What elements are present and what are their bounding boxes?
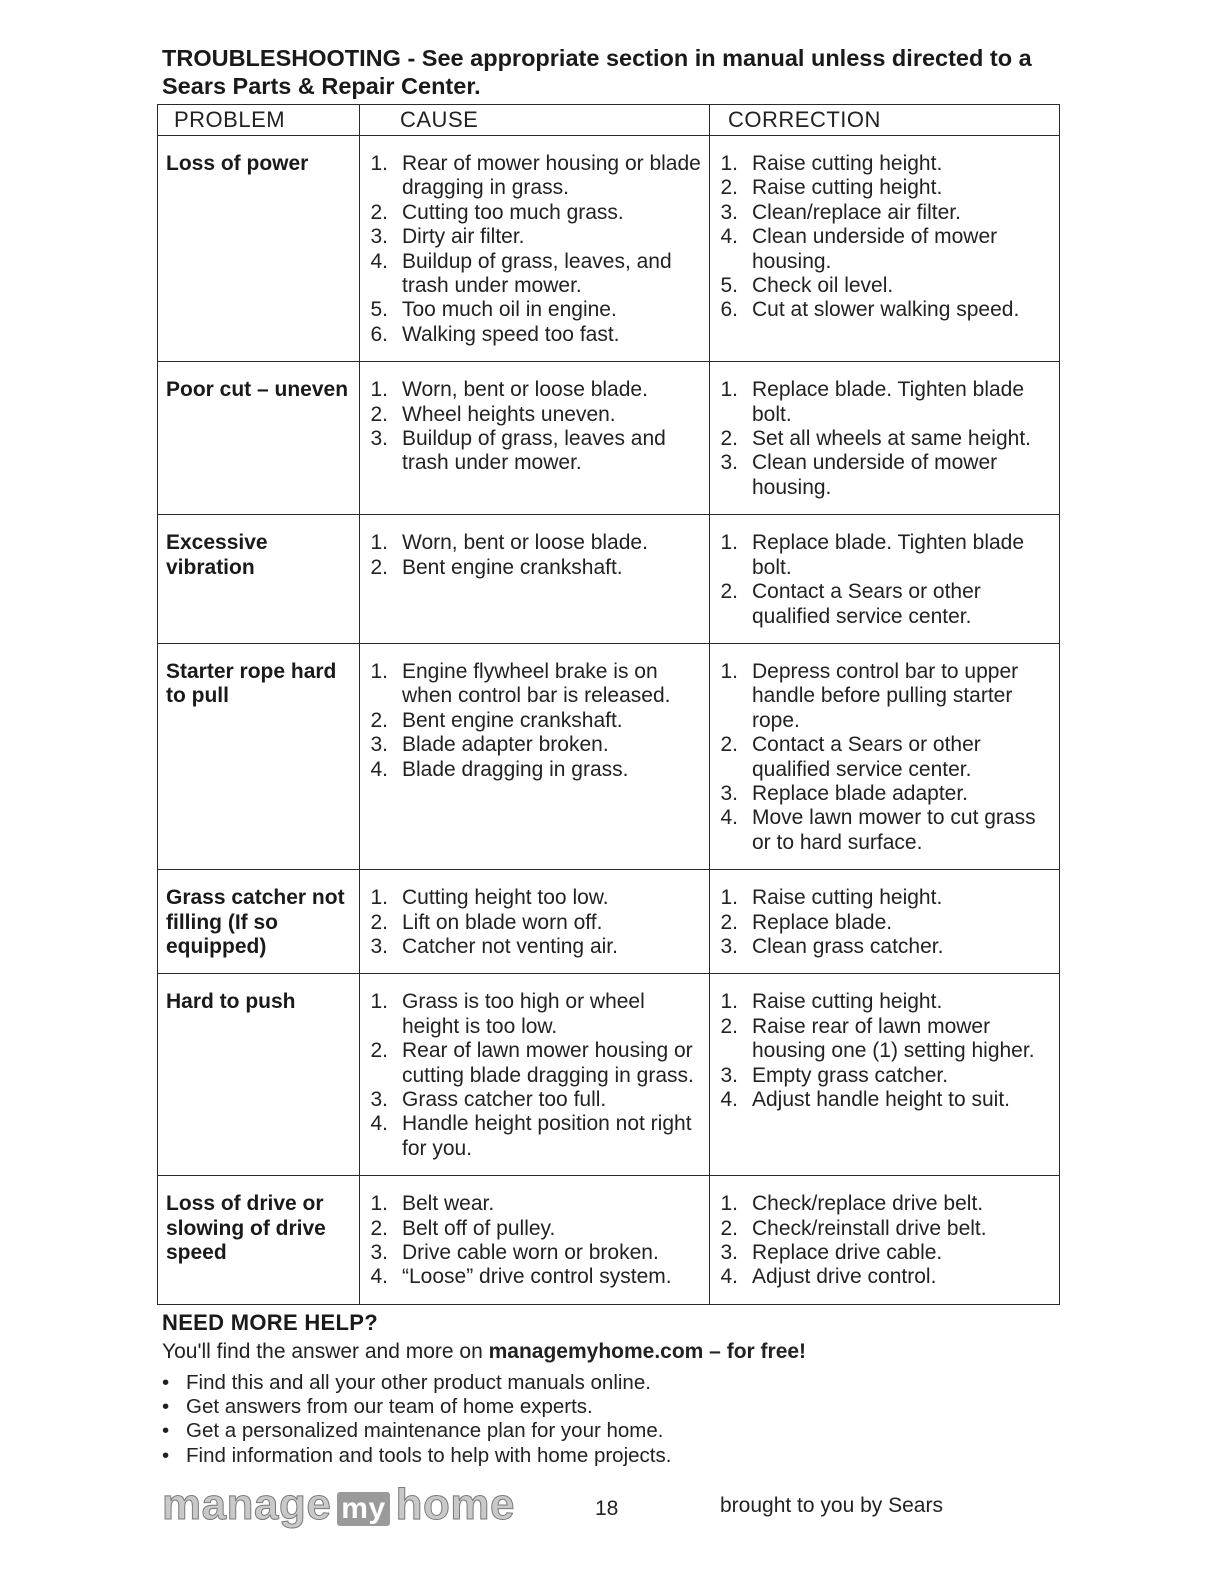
item-number: 2. — [370, 708, 388, 732]
correction-list — [718, 531, 1051, 629]
list-item — [718, 806, 1051, 855]
list-item — [368, 935, 701, 959]
list-item — [368, 403, 701, 427]
item-text: Lift on blade worn off. — [402, 910, 603, 934]
list-item — [368, 1217, 701, 1241]
logo-my-badge: my — [337, 1492, 389, 1526]
list-item — [368, 886, 701, 910]
list-item — [162, 1444, 671, 1468]
item-text: Dirty air filter. — [402, 225, 525, 249]
cause-list — [368, 152, 701, 347]
item-number: 3. — [370, 1088, 388, 1111]
page-title: TROUBLESHOOTING - See appropriate section in manual unless directed to a Sears Parts & Repair Center. — [162, 45, 1032, 99]
item-number: 2. — [370, 402, 388, 426]
cause-list — [368, 1192, 701, 1290]
list-item — [368, 1039, 701, 1088]
item-number: 4. — [720, 806, 738, 830]
correction-list — [718, 990, 1051, 1112]
correction-list — [718, 378, 1051, 500]
list-item — [368, 152, 701, 201]
cause-cell — [360, 974, 710, 1176]
item-number: 1. — [370, 1192, 388, 1216]
list-item — [718, 531, 1051, 580]
bullet-icon: • — [162, 1371, 170, 1394]
item-number: 3. — [720, 934, 738, 958]
table-body — [158, 136, 1060, 1305]
item-number: 3. — [370, 225, 388, 249]
cause-cell — [360, 643, 710, 869]
item-text: Buildup of grass, leaves and trash under mower. — [402, 427, 666, 475]
table-row — [158, 1176, 1060, 1305]
item-number: 4. — [720, 1265, 738, 1289]
list-item — [718, 201, 1051, 225]
list-item — [368, 323, 701, 347]
item-number: 2. — [720, 580, 738, 604]
list-item — [718, 911, 1051, 935]
item-text: Cutting too much grass. — [402, 200, 624, 224]
troubleshooting-table — [157, 104, 1060, 1305]
correction-list — [718, 1192, 1051, 1290]
item-text: Check oil level. — [752, 274, 894, 298]
bullet-text: Get answers from our team of home experts. — [186, 1395, 593, 1419]
item-number: 2. — [720, 910, 738, 934]
item-number: 2. — [720, 733, 738, 757]
problem-cell: Poor cut – uneven — [158, 362, 360, 515]
item-number: 2. — [720, 1216, 738, 1240]
list-item — [718, 1241, 1051, 1265]
footer-tagline: brought to you by Sears — [720, 1494, 943, 1517]
item-text: Belt wear. — [402, 1192, 495, 1216]
item-number: 1. — [720, 886, 738, 910]
item-text: Grass catcher too full. — [402, 1088, 607, 1111]
cause-cell — [360, 1176, 710, 1305]
item-number: 4. — [370, 1265, 388, 1289]
list-item — [718, 1088, 1051, 1112]
item-text: Bent engine crankshaft. — [402, 708, 623, 732]
table-row — [158, 643, 1060, 869]
list-item — [162, 1371, 671, 1395]
item-text: Set all wheels at same height. — [752, 427, 1031, 451]
item-number: 3. — [370, 427, 388, 451]
column-header-cause: CAUSE — [360, 105, 710, 136]
item-text: Clean grass catcher. — [752, 934, 944, 958]
bullet-icon: • — [162, 1395, 170, 1419]
list-item — [718, 225, 1051, 274]
item-text: Adjust drive control. — [752, 1265, 937, 1289]
correction-cell — [710, 1176, 1060, 1305]
item-text: Worn, bent or loose blade. — [402, 378, 648, 402]
item-number: 1. — [720, 152, 738, 175]
bullet-icon: • — [162, 1443, 170, 1467]
help-heading: NEED MORE HELP? — [162, 1310, 378, 1335]
correction-cell — [710, 136, 1060, 362]
item-number: 6. — [720, 298, 738, 322]
item-text: Contact a Sears or other qualified service center. — [752, 580, 981, 628]
help-bullet-list — [162, 1371, 671, 1468]
item-text: Depress control bar to upper handle before pulling starter rope. — [752, 659, 1019, 732]
item-number: 2. — [720, 427, 738, 451]
item-text: Buildup of grass, leaves, and trash under mower. — [402, 249, 672, 298]
item-number: 1. — [720, 531, 738, 555]
managemyhome-logo — [162, 1476, 515, 1534]
bullet-text: Get a personalized maintenance plan for your home. — [186, 1419, 664, 1443]
logo-home-text: home — [395, 1480, 516, 1529]
help-site-link[interactable]: managemyhome.com – for free! — [488, 1340, 807, 1363]
item-number: 3. — [720, 200, 738, 224]
item-text: Adjust handle height to suit. — [752, 1088, 1011, 1111]
list-item — [368, 990, 701, 1039]
table-row — [158, 362, 1060, 515]
item-number: 1. — [370, 990, 388, 1014]
list-item — [368, 201, 701, 225]
bullet-text: Find this and all your other product manuals online. — [186, 1371, 651, 1394]
item-text: Cut at slower walking speed. — [752, 298, 1020, 322]
list-item — [368, 911, 701, 935]
item-number: 2. — [370, 1039, 388, 1063]
cause-list — [368, 990, 701, 1161]
problem-cell: Starter rope hard to pull — [158, 643, 360, 869]
cause-cell — [360, 870, 710, 974]
correction-cell — [710, 515, 1060, 644]
item-number: 4. — [370, 757, 388, 781]
correction-cell — [710, 362, 1060, 515]
correction-list — [718, 152, 1051, 323]
problem-cell: Loss of power — [158, 136, 360, 362]
item-text: Worn, bent or loose blade. — [402, 531, 648, 555]
page-number: 18 — [595, 1497, 619, 1520]
list-item — [718, 274, 1051, 298]
item-number: 3. — [370, 934, 388, 958]
item-number: 4. — [720, 1088, 738, 1111]
item-text: Replace blade adapter. — [752, 781, 968, 805]
list-item — [162, 1395, 671, 1419]
item-text: Engine flywheel brake is on when control bar is released. — [402, 659, 671, 708]
list-item — [718, 660, 1051, 733]
list-item — [718, 580, 1051, 629]
item-text: Handle height position not right for you. — [402, 1112, 692, 1160]
problem-cell: Excessive vibration — [158, 515, 360, 644]
correction-list — [718, 660, 1051, 855]
item-number: 1. — [370, 659, 388, 683]
item-number: 2. — [370, 1216, 388, 1240]
help-intro — [162, 1340, 806, 1364]
list-item — [718, 782, 1051, 806]
item-text: Wheel heights uneven. — [402, 402, 616, 426]
item-text: Raise rear of lawn mower housing one (1) setting higher. — [752, 1014, 1035, 1063]
list-item — [368, 1192, 701, 1216]
item-number: 3. — [370, 1241, 388, 1265]
correction-list — [718, 886, 1051, 959]
problem-cell: Loss of drive or slowing of drive speed — [158, 1176, 360, 1305]
list-item — [718, 990, 1051, 1014]
item-text: Raise cutting height. — [752, 152, 943, 175]
item-number: 3. — [720, 781, 738, 805]
list-item — [368, 660, 701, 709]
item-number: 2. — [370, 555, 388, 579]
item-text: Raise cutting height. — [752, 886, 943, 910]
item-text: Blade dragging in grass. — [402, 757, 629, 781]
item-text: Rear of mower housing or blade dragging in grass. — [402, 152, 701, 200]
item-text: Replace blade. Tighten blade bolt. — [752, 531, 1025, 579]
item-number: 1. — [720, 659, 738, 683]
list-item — [718, 378, 1051, 427]
list-item — [718, 427, 1051, 451]
cause-list — [368, 531, 701, 580]
problem-cell: Grass catcher not filling (If so equipped) — [158, 870, 360, 974]
correction-cell — [710, 974, 1060, 1176]
list-item — [718, 1217, 1051, 1241]
list-item — [368, 298, 701, 322]
list-item — [368, 1088, 701, 1112]
item-text: Walking speed too fast. — [402, 322, 620, 346]
item-number: 2. — [720, 1014, 738, 1038]
item-number: 1. — [370, 152, 388, 175]
list-item — [718, 1064, 1051, 1088]
item-text: Clean/replace air filter. — [752, 200, 961, 224]
problem-cell: Hard to push — [158, 974, 360, 1176]
list-item — [368, 531, 701, 555]
logo-manage-text: manage — [162, 1480, 332, 1529]
item-text: Contact a Sears or other qualified service center. — [752, 733, 981, 781]
list-item — [718, 298, 1051, 322]
item-text: Catcher not venting air. — [402, 934, 618, 958]
list-item — [368, 225, 701, 249]
item-text: Cutting height too low. — [402, 886, 609, 910]
item-text: “Loose” drive control system. — [402, 1265, 672, 1289]
item-text: Raise cutting height. — [752, 176, 943, 200]
item-text: Replace blade. — [752, 910, 893, 934]
item-text: Blade adapter broken. — [402, 733, 609, 757]
item-number: 5. — [720, 274, 738, 298]
list-item — [718, 451, 1051, 500]
table-header-row — [158, 105, 1060, 136]
list-item — [718, 733, 1051, 782]
column-header-correction: CORRECTION — [710, 105, 1060, 136]
item-number: 3. — [720, 1241, 738, 1265]
item-text: Move lawn mower to cut grass or to hard surface. — [752, 806, 1036, 854]
list-item — [718, 152, 1051, 176]
item-number: 1. — [720, 990, 738, 1014]
item-text: Check/replace drive belt. — [752, 1192, 984, 1216]
item-number: 2. — [370, 200, 388, 224]
item-text: Clean underside of mower housing. — [752, 451, 998, 499]
item-text: Bent engine crankshaft. — [402, 555, 623, 579]
item-number: 1. — [370, 886, 388, 910]
item-number: 2. — [370, 910, 388, 934]
list-item — [368, 250, 701, 299]
list-item — [368, 427, 701, 476]
item-number: 4. — [720, 225, 738, 249]
item-text: Check/reinstall drive belt. — [752, 1216, 987, 1240]
correction-cell — [710, 870, 1060, 974]
table-row — [158, 974, 1060, 1176]
table-row — [158, 870, 1060, 974]
column-header-problem: PROBLEM — [158, 105, 360, 136]
item-number: 2. — [720, 176, 738, 200]
item-text: Too much oil in engine. — [402, 298, 617, 322]
item-number: 3. — [720, 1063, 738, 1087]
bullet-text: Find information and tools to help with home projects. — [186, 1443, 672, 1467]
item-number: 4. — [370, 249, 388, 273]
cause-cell — [360, 515, 710, 644]
item-number: 1. — [370, 531, 388, 555]
item-number: 6. — [370, 322, 388, 346]
list-item — [368, 733, 701, 757]
list-item — [718, 886, 1051, 910]
list-item — [368, 758, 701, 782]
item-text: Clean underside of mower housing. — [752, 225, 998, 273]
cause-cell — [360, 362, 710, 515]
item-text: Replace drive cable. — [752, 1241, 943, 1265]
item-text: Empty grass catcher. — [752, 1063, 949, 1087]
list-item — [718, 1015, 1051, 1064]
list-item — [162, 1419, 671, 1443]
list-item — [718, 1265, 1051, 1289]
item-text: Belt off of pulley. — [402, 1216, 556, 1240]
list-item — [718, 935, 1051, 959]
table-row — [158, 515, 1060, 644]
cause-list — [368, 886, 701, 959]
item-number: 1. — [370, 378, 388, 402]
list-item — [368, 556, 701, 580]
list-item — [368, 709, 701, 733]
item-text: Drive cable worn or broken. — [402, 1241, 659, 1265]
cause-cell — [360, 136, 710, 362]
item-text: Rear of lawn mower housing or cutting blade dragging in grass. — [402, 1039, 694, 1087]
item-number: 1. — [720, 378, 738, 402]
list-item — [718, 176, 1051, 200]
item-number: 5. — [370, 298, 388, 322]
cause-list — [368, 660, 701, 782]
item-text: Grass is too high or wheel height is too low. — [402, 990, 645, 1038]
list-item — [718, 1192, 1051, 1216]
cause-list — [368, 378, 701, 476]
item-number: 1. — [720, 1192, 738, 1216]
correction-cell — [710, 643, 1060, 869]
item-text: Replace blade. Tighten blade bolt. — [752, 378, 1025, 426]
item-number: 4. — [370, 1112, 388, 1136]
item-number: 3. — [370, 733, 388, 757]
list-item — [368, 1265, 701, 1289]
list-item — [368, 1241, 701, 1265]
list-item — [368, 1112, 701, 1161]
table-row — [158, 136, 1060, 362]
item-number: 3. — [720, 451, 738, 475]
list-item — [368, 378, 701, 402]
help-intro-text: You'll find the answer and more on — [162, 1340, 489, 1363]
item-text: Raise cutting height. — [752, 990, 943, 1014]
bullet-icon: • — [162, 1419, 170, 1443]
